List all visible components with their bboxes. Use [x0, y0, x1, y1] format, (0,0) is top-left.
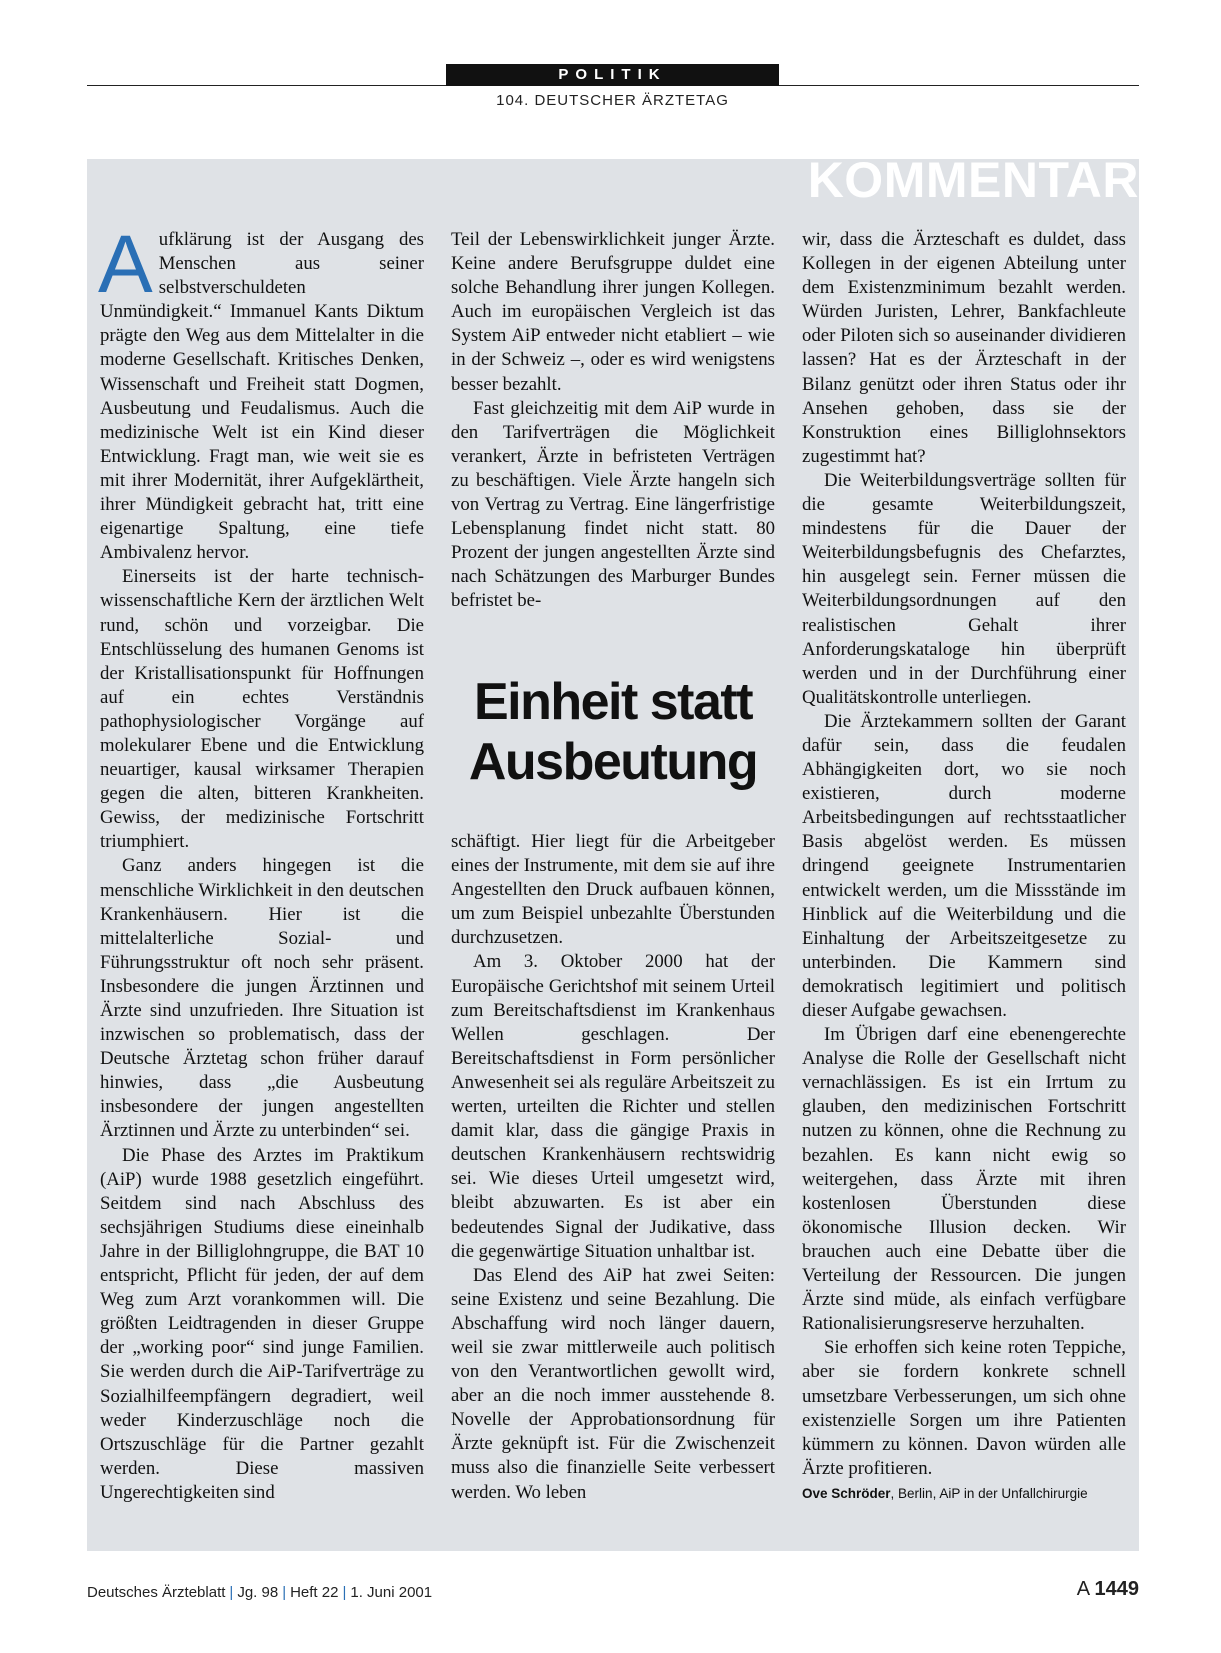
author-credit [802, 1485, 1126, 1503]
headline-line-1: Einheit statt [473, 673, 753, 731]
article-paragraph: Am 3. Oktober 2000 hat der Europäische Gerichtshof mit seinem Urteil zum Bereitschaftsdienst im Krankenhaus Wellen geschlagen. Der Bereitschaftsdienst in Form persönlicher Anwesenheit sei als reguläre Arbeitszeit zu werten, urteilten die Richter und stellen damit klar, dass die gängige Praxis in deutschen Krankenhäusern rechtswidrig sei. Wie dieses Urteil umgesetzt wird, bleibt abzuwarten. Es ist aber ein bedeutendes Signal der Judikative, dass die gegenwärtige Situation unhaltbar ist. [451, 951, 775, 1262]
footer-separator: | [342, 1584, 347, 1601]
article-paragraph: Sie erhoffen sich keine roten Teppiche, aber sie fordern konkrete schnell umsetzbare Verbesserungen, um sich ohne existenzielle Sorgen um ihre Patienten kümmern zu können. Davon würden alle Ärzte profitieren. [802, 1337, 1126, 1479]
subsection-label: 104. DEUTSCHER ÄRZTETAG [496, 92, 729, 109]
journal-volume: Jg. 98 [237, 1584, 279, 1601]
article-paragraph: wir, dass die Ärzteschaft es duldet, dass Kollegen in der eigenen Abteilung unter dem Existenzminimum bezahlt werden. Würden Juristen, Lehrer, Bankfachleute oder Piloten sich so auseinander dividieren lassen? Hat es der Ärzteschaft in der Bilanz genützt oder ihren Status oder ihr Ansehen gehoben, dass sie der Konstruktion eines Billiglohnsektors zugestimmt hat? [802, 229, 1126, 467]
footer-separator: | [282, 1584, 287, 1601]
article-paragraph: Die Weiterbildungsverträge sollten für die gesamte Weiterbildungszeit, mindestens für die Dauer der Weiterbildungsbefugnis des Chefarztes, hin ausgelegt sein. Ferner müssen die Weiterbildungsordnungen auf den realistischen Gehalt ihrer Anforderungskataloge hin überprüft werden und in der Durchführung einer Qualitätskontrolle unterliegen. [802, 469, 1126, 708]
page-number [1077, 1578, 1139, 1601]
article-column-2-top [451, 228, 775, 614]
article-paragraph: Die Phase des Arztes im Praktikum (AiP) wurde 1988 gesetzlich eingeführt. Seitdem sind nach Abschluss des sechsjährigen Studiums diese eineinhalb Jahre in der Billiglohngruppe, die BAT 10 entspricht, Pflicht für jeden, der auf dem Weg zum Arzt vorankommen will. Die größten Leidtragenden in dieser Gruppe der „working poor“ sind junge Familien. Sie werden durch die AiP-Tarifverträge zu Sozialhilfeempfängern degradiert, weil weder Kinderzuschläge noch die Ortszuschläge für die Partner gezahlt werden. Diese massiven Ungerechtigkeiten sind [100, 1144, 424, 1503]
headline [451, 672, 775, 792]
footer-citation [87, 1584, 432, 1601]
article-column-1 [98, 219, 424, 1505]
page-prefix: A [1076, 1578, 1089, 1600]
journal-issue: Heft 22 [290, 1584, 339, 1601]
footer-separator: | [229, 1584, 234, 1601]
article-paragraph: Im Übrigen darf eine ebenengerechte Analyse die Rolle der Gesellschaft nicht vernachlässigen. Es ist ein Irrtum zu glauben, den medizinischen Fortschritt nutzen zu können, ohne die Rechnung zu bezahlen. Es kann nicht ewig so weitergehen, dass Ärzte mit ihren kostenlosen Überstunden diese ökonomische Illusion decken. Wir brauchen auch eine Debatte über die Verteilung der Ressourcen. Die jungen Ärzte sind müde, als einfach verfügbare Rationalisierungsreserve herzuhalten. [802, 1024, 1126, 1335]
journal-date: 1. Juni 2001 [350, 1584, 433, 1601]
author-name: Ove Schröder [802, 1485, 891, 1501]
article-paragraph: Ganz anders hingegen ist die menschliche Wirklichkeit in den deutschen Krankenhäusern. Hier ist die mittelalterliche Sozial- und Führungsstruktur oft noch sehr präsent. Insbesondere die jungen Ärztinnen und Ärzte sind unzufrieden. Ihre Situation ist inzwischen so problematisch, dass der Deutsche Ärztetag schon früher darauf hinwies, dass „die Ausbeutung insbesondere der jungen angestellten Ärztinnen und Ärzte zu unterbinden“ sei. [100, 855, 424, 1142]
author-detail: , Berlin, AiP in der Unfallchirurgie [890, 1485, 1088, 1501]
section-label: POLITIK [446, 64, 779, 86]
article-paragraph: Das Elend des AiP hat zwei Seiten: seine Existenz und seine Bezahlung. Die Abschaffung wird noch länger dauern, weil sie zwar mittlerweile auch politisch von den Verantwortlichen gewollt wird, aber an die noch immer ausstehende 8. Novelle der Approbationsordnung für Ärzte geknüpft ist. Für die Zwischenzeit muss also die finanzielle Seite verbessert werden. Wo leben [451, 1264, 775, 1503]
article-column-2-bottom [451, 830, 775, 1505]
drop-cap: A [98, 219, 153, 310]
headline-line-2: Ausbeutung [468, 733, 758, 791]
article-paragraph: Die Ärztekammern sollten der Garant dafür sein, dass die feudalen Abhängigkeiten dort, wo sie noch existieren, durch moderne Arbeitsbedingungen auf rechtsstaatlicher Basis abgelöst werden. Es müssen dringend geeignete Instrumentarien entwickelt werden, um die Missstände im Hinblick auf die Weiterbildung und die Einhaltung der Arbeitszeitgesetze zu unterbinden. Die Kammern sind demokratisch legitimiert und politisch dieser Aufgabe gewachsen. [802, 710, 1126, 1021]
kommentar-label: KOMMENTAR [807, 159, 1139, 201]
page-number-value: 1449 [1094, 1578, 1139, 1600]
article-paragraph: schäftigt. Hier liegt für die Arbeitgeber eines der Instrumente, mit dem sie auf ihre Angestellten den Druck aufbauen können, um zum Beispiel unbezahlte Überstunden durchzusetzen. [451, 831, 775, 949]
article-paragraph: Fast gleichzeitig mit dem AiP wurde in den Tarifverträgen die Möglichkeit verankert, Ärzte in befristeten Verträgen zu beschäftigen. Viele Ärzte hangeln sich von Vertrag zu Vertrag. Eine längerfristige Lebensplanung findet nicht statt. 80 Prozent der jungen angestellten Ärzte sind nach Schätzungen des Marburger Bundes befristet be- [451, 397, 775, 612]
journal-name: Deutsches Ärzteblatt [87, 1584, 226, 1601]
article-paragraph: Aufklärung ist der Ausgang des Menschen aus seiner selbstverschuldeten Unmündigkeit.“ Immanuel Kants Diktum prägte den Weg aus dem Mittelalter in die moderne Gesellschaft. Kritisches Denken, Wissenschaft und Freiheit statt Dogmen, Ausbeutung und Feudalismus. Auch die medizinische Welt ist ein Kind dieser Entwicklung. Fragt man, wie weit sie es mit ihrer Modernität, ihrer Aufgeklärtheit, ihrer Mündigkeit gebracht hat, tritt eine eigenartige Spaltung, eine tiefe Ambivalenz hervor. [98, 219, 424, 564]
article-paragraph: Einerseits ist der harte technisch-wissenschaftliche Kern der ärztlichen Welt rund, schön und vorzeigbar. Die Entschlüsselung des humanen Genoms ist der Kristallisationspunkt für Hoffnungen auf ein echtes Verständnis pathophysiologischer Vorgänge auf molekularer Ebene und die Entwicklung neuartiger, kausal wirksamer Therapien gegen die alten, bitteren Krankheiten. Gewiss, der medizinische Fortschritt triumphiert. [100, 566, 424, 853]
article-column-3 [802, 228, 1126, 1503]
article-paragraph: Teil der Lebenswirklichkeit junger Ärzte. Keine andere Berufsgruppe duldet eine solche Behandlung ihrer jungen Kollegen. Auch im europäischen Vergleich ist das System AiP entweder nicht etabliert – wie in der Schweiz –, oder es wird wenigstens besser bezahlt. [451, 229, 775, 395]
